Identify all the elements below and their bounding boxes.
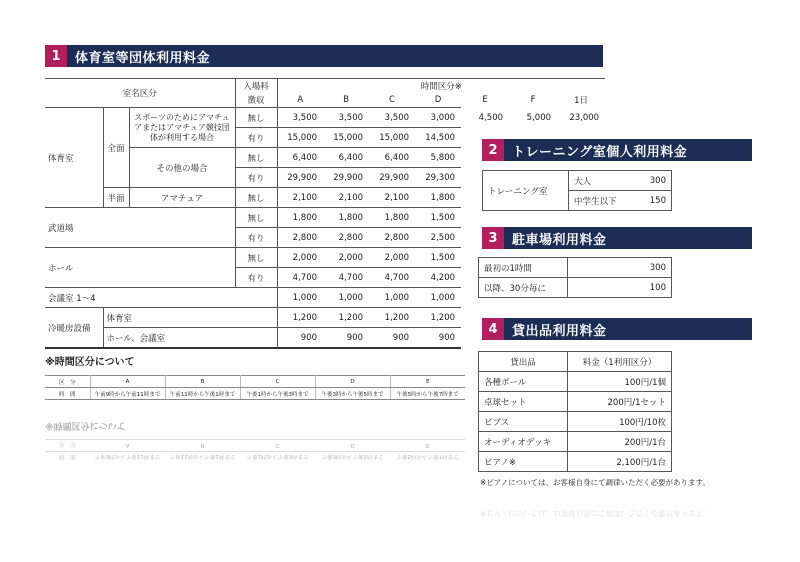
fee-none: 無し — [235, 108, 277, 128]
rental-head-item: 貸出品 — [479, 352, 568, 372]
table-row: ビブス 100円/10枚 — [479, 412, 672, 432]
timezone-title: ※時間区分について — [45, 357, 135, 368]
training-fee-table: トレーニング室 大人 300 中学生以下 150 — [482, 170, 672, 211]
rental-head-price: 料金（1利用区分） — [568, 352, 672, 372]
section3-header — [482, 227, 752, 249]
section2-title: トレーニング室個人利用料金 — [512, 144, 688, 160]
table-row: 有り 4,700 4,700 4,700 4,200 — [45, 268, 605, 288]
group-hall: ホール — [45, 248, 235, 288]
section1-header — [45, 45, 603, 67]
table-row: 各種ボール 100円/1個 — [479, 372, 672, 392]
table-row: 会議室 1〜4 1,000 1,000 1,000 1,000 — [45, 288, 605, 308]
table-row: ピアノ※ 2,100円/1台 — [479, 452, 672, 472]
group-full: 全面 — [103, 108, 129, 188]
table-row: 有り 15,000 15,000 15,000 14,500 — [45, 128, 605, 148]
section4-title: 貸出品利用料金 — [512, 323, 607, 339]
table-row: 冷暖房設備 体育室 1,200 1,200 1,200 1,200 — [45, 308, 605, 328]
use-other: その他の場合 — [129, 148, 235, 188]
section2-header — [482, 139, 752, 161]
group-meeting: 会議室 1〜4 — [45, 288, 277, 308]
timezone-table: 区 分 A B C D E 時 間 午前9時から午前11時まで 午前11時から午後1時まで 午後1時から午後3時まで 午後3時から午後5時まで 午後5時から午後7時まで — [45, 375, 465, 400]
table-row: ホール、会議室 900 900 900 900 — [45, 328, 605, 349]
aircon-hall: ホール、会議室 — [103, 328, 277, 349]
table-row: その他の場合 無し 6,400 6,400 6,400 5,800 — [45, 148, 605, 168]
group-budo: 武道場 — [45, 208, 235, 248]
table-row: 卓球セット 200円/1セット — [479, 392, 672, 412]
group-gym: 体育室 — [45, 108, 103, 208]
piano-note-reflection: ※ピアノについては、お客様自身にて調律いただく必要があります。 — [480, 509, 710, 518]
section2-number: 2 — [482, 139, 504, 161]
header-fee-top: 入場料 — [235, 79, 277, 94]
use-amateur: アマチュア — [129, 188, 235, 208]
table-row: 体育室 全面 スポーツのためにアマチュ アまたはアマチュア競技団 体が利用する場合 無し 3,500 3,500 3,500 3,000 4,500 5,000 23,000 — [45, 108, 605, 128]
group-aircon: 冷暖房設備 — [45, 308, 103, 349]
table-row: オーディオデッキ 200円/1台 — [479, 432, 672, 452]
table-row: 半面 アマチュア 無し 2,100 2,100 2,100 1,800 — [45, 188, 605, 208]
section3-title: 駐車場利用料金 — [512, 232, 607, 248]
header-fee-bottom: 徴収 — [235, 93, 277, 108]
training-room: トレーニング室 — [483, 171, 569, 211]
header-col-day: 1日 — [574, 96, 588, 107]
header-col-f: F — [530, 95, 536, 106]
section3-number: 3 — [482, 227, 504, 249]
header-zone: 時間区分※ — [277, 79, 605, 94]
header-col-c: C — [369, 93, 415, 108]
group-half: 半面 — [103, 188, 129, 208]
timezone-reflection: 時 間 午前9時から午前11時まで 午前11時から午後1時まで 午後1時から午後3時まで 午後3時から午後5時まで 午後5時から午後7時まで 区 分 A B C D E ※時間区分について — [45, 420, 465, 463]
header-room: 室名区分 — [45, 79, 235, 108]
table-row: 有り 2,800 2,800 2,800 2,500 — [45, 228, 605, 248]
header-col-a: A — [277, 93, 323, 108]
section1-number: 1 — [45, 45, 67, 67]
header-col-d: D — [415, 93, 461, 108]
section1-title: 体育室等団体利用料金 — [75, 50, 211, 66]
header-col-b: B — [323, 93, 369, 108]
table-row: 有り 29,900 29,900 29,900 29,300 — [45, 168, 605, 188]
header-col-e: E — [482, 95, 488, 106]
section4-number: 4 — [482, 318, 504, 340]
parking-fee-table: 最初の1時間 300 以降、30分毎に 100 — [478, 257, 672, 298]
use-sports: スポーツのためにアマチュ アまたはアマチュア競技団 体が利用する場合 — [129, 108, 235, 148]
piano-note: ※ピアノについては、お客様自身にて調律いただく必要があります。 — [480, 478, 710, 487]
section4-header — [482, 318, 752, 340]
table-row: 武道場 無し 1,800 1,800 1,800 1,500 — [45, 208, 605, 228]
rental-fee-table — [478, 351, 672, 472]
aircon-gym: 体育室 — [103, 308, 277, 328]
table-row: ホール 無し 2,000 2,000 2,000 1,500 — [45, 248, 605, 268]
group-fee-table — [45, 78, 605, 349]
